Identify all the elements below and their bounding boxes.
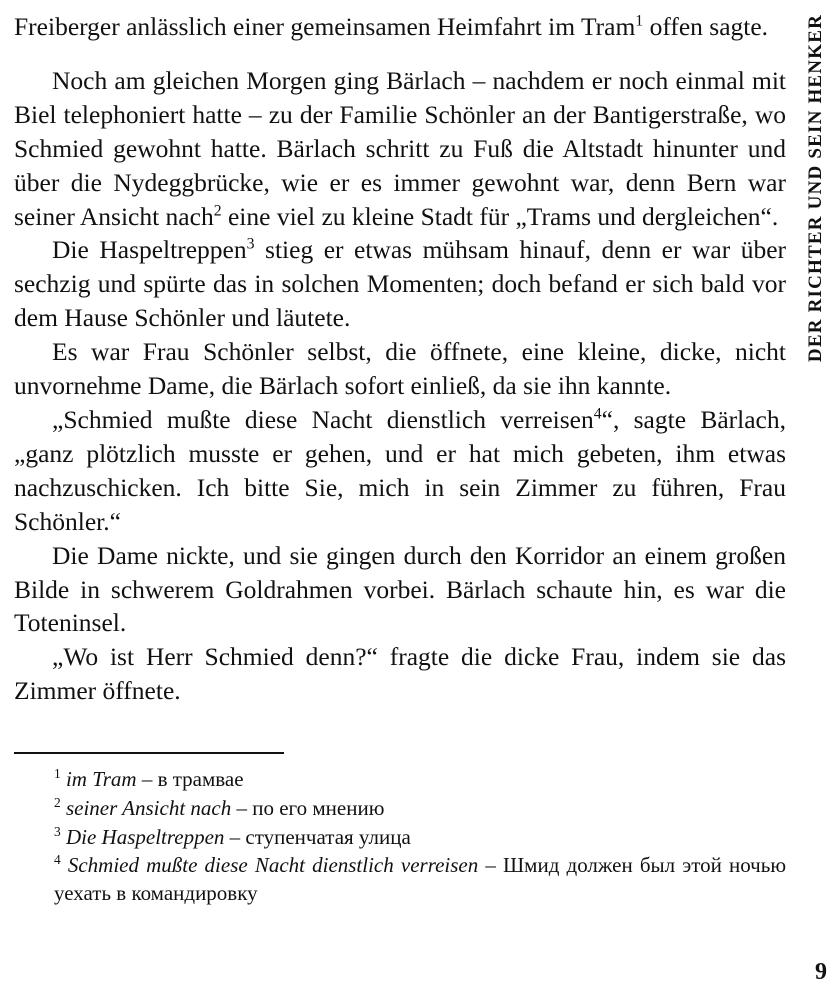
- text-run: eine viel zu kleine Stadt für „Trams und dergleichen“.: [221, 201, 779, 231]
- footnotes-block: [14, 766, 786, 908]
- paragraph: [14, 403, 786, 539]
- text-run: „Schmied mußte diese Nacht dienstlich verreisen: [52, 404, 594, 434]
- footnote-item: [54, 766, 786, 794]
- footnote-translation: – ступенчатая улица: [224, 824, 411, 849]
- footnote-term: Die Haspeltreppen: [65, 824, 225, 849]
- text-run: “, sagte Bärlach, „ganz plötzlich musste er gehen, und er hat mich gebeten, ihm etwas nachzuschicken. Ich bitte Sie, mich in sein Zimmer zu führen, Frau Schönler.“: [14, 404, 786, 536]
- page-number: 9: [815, 959, 827, 985]
- footnote-translation: – Шмид должен был этой ночью уехать в командировку: [54, 853, 787, 905]
- footnote-marker[interactable]: 4: [593, 405, 602, 423]
- text-run: stieg er etwas mühsam hinauf, denn er war über sechzig und spürte das in solchen Momenten; doch befand er sich bald vor dem Hause Schönler und läutete.: [14, 235, 787, 333]
- paragraph: [14, 539, 786, 641]
- paragraph: [14, 640, 786, 708]
- footnote-separator: [14, 752, 284, 754]
- footnote-item: [54, 824, 786, 852]
- footnote-term: im Tram: [65, 767, 137, 792]
- text-run: „Wo ist Herr Schmied denn?“ fragte die dicke Frau, indem sie das Zimmer öffnete.: [14, 642, 786, 706]
- text-run: Die Haspeltreppen: [52, 235, 247, 265]
- footnote-marker[interactable]: 1: [635, 12, 644, 30]
- page-content: [14, 10, 786, 909]
- text-run: Es war Frau Schönler selbst, die öffnete, eine kleine, dicke, nicht unvornehme Dame, die Bärlach sofort einließ, da sie ihn kannte.: [14, 337, 786, 401]
- footnote-item: [54, 795, 786, 823]
- footnote-marker[interactable]: 3: [246, 235, 255, 253]
- running-head-text: DER RICHTER UND SEIN HENKER: [805, 14, 826, 363]
- footnote-number: 1: [54, 766, 61, 782]
- footnote-number: 2: [54, 794, 61, 810]
- running-head: [799, 14, 833, 444]
- footnote-translation: – в трамвае: [136, 767, 244, 792]
- footnote-number: 4: [54, 852, 61, 868]
- text-run: Noch am gleichen Morgen ging Bärlach – nachdem er noch einmal mit Biel telephoniert hatte – zu der Familie Schönler an der Bantigerstraße, wo Schmied gewohnt hatte. Bärlach schritt zu Fuß die Altstadt hinunter und über die Nydeggbrücke, wie er es immer gewohnt war, denn Bern war seiner Ansicht nach: [14, 65, 786, 231]
- footnote-marker[interactable]: 2: [213, 202, 222, 220]
- paragraph: [14, 233, 786, 335]
- footnote-item: [54, 852, 786, 907]
- paragraph: [14, 64, 786, 234]
- footnote-number: 3: [54, 823, 61, 839]
- text-run: Die Dame nickte, und sie gingen durch den Korridor an einem großen Bilde in schwerem Goldrahmen vorbei. Bärlach schaute hin, es war die Toteninsel.: [14, 540, 786, 638]
- footnote-term: Schmied mußte diese Nacht dienstlich verreisen: [67, 853, 479, 878]
- text-run: offen sagte.: [643, 12, 769, 41]
- footnote-translation: – по его мнению: [231, 795, 385, 820]
- body-text: [14, 10, 786, 708]
- footnote-term: seiner Ansicht nach: [65, 795, 232, 820]
- paragraph: [14, 10, 786, 44]
- paragraph: [14, 335, 786, 403]
- text-run: Freiberger anlässlich einer gemeinsamen Heimfahrt im Tram: [14, 12, 636, 41]
